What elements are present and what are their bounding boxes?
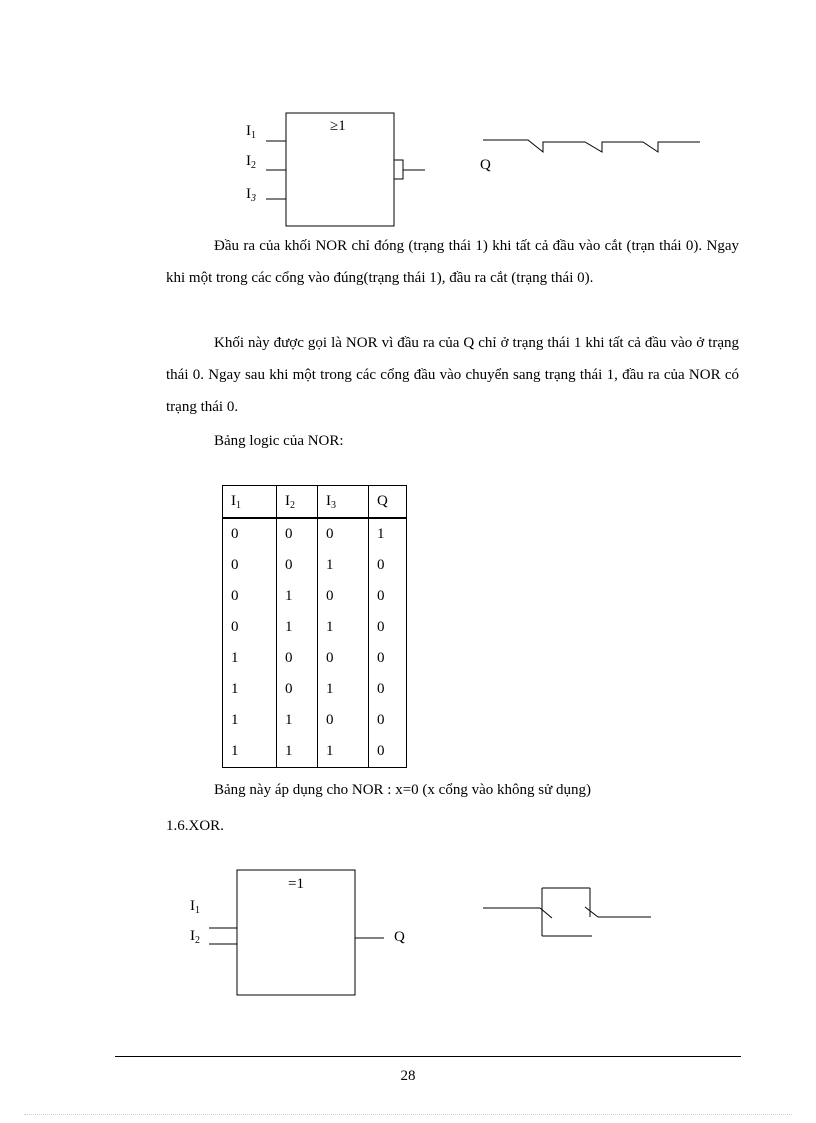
table-cell: 0 [277,643,318,674]
table-cell: 0 [369,674,407,705]
table-cell: 0 [369,550,407,581]
table-row [223,674,407,705]
table-cell: 1 [318,550,369,581]
xor-output-label: Q [394,929,405,945]
table-row [223,518,407,550]
table-header-q: Q [369,486,407,519]
table-cell: 1 [277,736,318,768]
table-cell: 0 [369,581,407,612]
xor-input-label-1: $I_1$ [190,898,200,916]
table-row [223,612,407,643]
table-header-row [223,486,407,519]
table-cell: 0 [369,612,407,643]
nor-negation-mark [394,160,403,179]
table-cell: 0 [318,518,369,550]
table-cell: 1 [318,612,369,643]
table-cell: 1 [318,674,369,705]
table-cell: 0 [369,705,407,736]
page-bottom-dotted-border [24,1114,792,1115]
table-cell: 1 [223,674,277,705]
table-cell: 1 [223,643,277,674]
table-cell: 0 [223,518,277,550]
table-caption: Bảng logic của NOR: [214,433,344,449]
nor-output-label: Q [480,157,491,173]
table-cell: 0 [318,643,369,674]
nor-logic-table [222,485,407,768]
table-cell: 1 [223,736,277,768]
paragraph-nor-description: Đầu ra của khối NOR chỉ đóng (trạng thái 1) khi tất cả đầu vào cắt (trạn thái 0). Ngay khi một trong các cổng vào đúng(trạng thái 1), đầu ra cắt (trạng thái 0). [166,238,739,286]
table-row [223,705,407,736]
table-cell: 0 [277,550,318,581]
table-cell: 0 [318,581,369,612]
table-cell: 1 [277,705,318,736]
nor-block-lines [0,0,816,240]
table-cell: 1 [223,705,277,736]
table-header-i2: $I_2$ [277,486,318,519]
paragraph-unused-inputs-note: Bảng này áp dụng cho NOR : x=0 (x cổng vào không sử dụng) [214,782,591,798]
table-cell: 0 [369,736,407,768]
table-cell: 0 [277,674,318,705]
table-row [223,643,407,674]
xor-input-label-2: $I_2$ [190,928,200,946]
nor-input-label-3: $I_3$ [246,186,256,204]
page-number: 28 [400,1068,416,1084]
nor-gate-symbol: ≥1 [330,118,346,134]
table-cell: 1 [277,612,318,643]
table-header-i3: $I_3$ [318,486,369,519]
table-cell: 1 [277,581,318,612]
table-cell: 0 [318,705,369,736]
xor-block-lines [0,860,816,1010]
nor-input-label-2: $I_2$ [246,153,256,171]
table-cell: 1 [369,518,407,550]
xor-gate-symbol: =1 [288,876,304,892]
table-row [223,581,407,612]
table-header-i1: $I_1$ [223,486,277,519]
table-cell: 0 [223,581,277,612]
footer-divider [115,1056,741,1057]
table-cell: 0 [223,550,277,581]
table-row [223,550,407,581]
table-cell: 0 [277,518,318,550]
paragraph-nor-naming: Khối này được gọi là NOR vì đầu ra của Q chỉ ở trạng thái 1 khi tất cả đầu vào ở trạng thái 0. Ngay sau khi một trong các cổng đầu vào chuyển sang trạng thái 1, đầu ra của NOR có trạng thái 0. [166,335,739,415]
table-cell: 0 [223,612,277,643]
table-row [223,736,407,768]
section-heading-xor: 1.6.XOR. [166,818,224,834]
xor-contact-equivalent [483,888,651,936]
table-cell: 1 [318,736,369,768]
nor-contact-equivalent [483,140,700,152]
nor-input-label-1: $I_1$ [246,123,256,141]
table-cell: 0 [369,643,407,674]
